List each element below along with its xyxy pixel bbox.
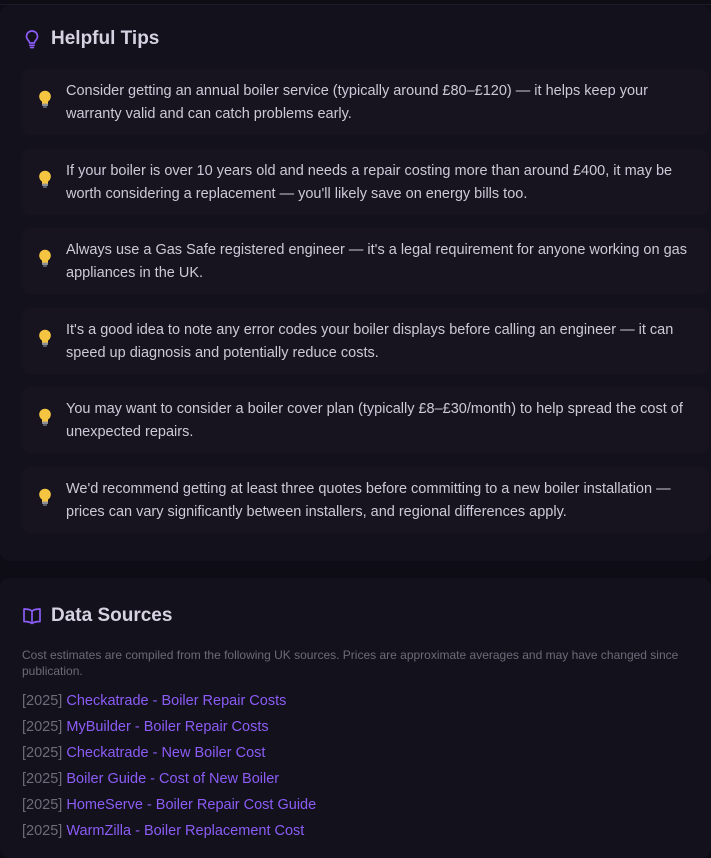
lightbulb-icon: [37, 407, 53, 427]
source-year: [2025]: [22, 693, 63, 709]
source-link-homeserve[interactable]: HomeServe - Boiler Repair Cost Guide: [66, 797, 317, 813]
tip-item: [22, 387, 709, 453]
source-year: [2025]: [22, 745, 63, 761]
tip-text: It's a good idea to note any error codes your boiler displays before calling an engineer — it can speed up diagnosis and potentially reduce costs.: [66, 322, 674, 361]
sources-description: Cost estimates are compiled from the following UK sources. Prices are approximate averages and may have changed since publication.: [22, 648, 679, 678]
tip-text: You may want to consider a boiler cover plan (typically £8–£30/month) to help spread the cost of unexpected repairs.: [66, 401, 683, 440]
source-year: [2025]: [22, 823, 63, 839]
data-sources-title: Data Sources: [51, 605, 173, 626]
source-link-checkatrade-new-boiler[interactable]: Checkatrade - New Boiler Cost: [66, 745, 266, 761]
source-item: [22, 692, 286, 710]
tip-text: Always use a Gas Safe registered engineer — it's a legal requirement for anyone working on gas appliances in the UK.: [66, 242, 687, 281]
lightbulb-outline-icon: [22, 29, 42, 49]
source-link-checkatrade-repair[interactable]: Checkatrade - Boiler Repair Costs: [66, 693, 287, 709]
tip-text: Consider getting an annual boiler service (typically around £80–£120) — it helps keep your warranty valid and can catch problems early.: [66, 83, 648, 122]
source-item: [22, 718, 269, 736]
source-link-boiler-guide[interactable]: Boiler Guide - Cost of New Boiler: [66, 771, 280, 787]
source-year: [2025]: [22, 771, 63, 787]
tip-text: If your boiler is over 10 years old and needs a repair costing more than around £400, it may be worth considering a replacement — you'll likely save on energy bills too.: [66, 163, 673, 202]
tip-item: [22, 149, 709, 215]
lightbulb-icon: [37, 169, 53, 189]
tip-item: [22, 467, 709, 533]
data-sources-card: [0, 578, 711, 858]
helpful-tips-title: Helpful Tips: [51, 28, 160, 49]
data-sources-heading: [22, 605, 172, 627]
lightbulb-icon: [37, 89, 53, 109]
tip-item: [22, 228, 709, 294]
open-book-icon: [22, 606, 42, 626]
lightbulb-icon: [37, 487, 53, 507]
source-item: [22, 770, 279, 788]
lightbulb-icon: [37, 328, 53, 348]
source-year: [2025]: [22, 797, 63, 813]
helpful-tips-card: [0, 5, 711, 561]
tip-item: [22, 69, 709, 135]
source-item: [22, 796, 316, 814]
source-year: [2025]: [22, 719, 63, 735]
tip-item: [22, 308, 709, 374]
source-link-mybuilder-repair[interactable]: MyBuilder - Boiler Repair Costs: [66, 719, 269, 735]
source-link-warmzilla[interactable]: WarmZilla - Boiler Replacement Cost: [66, 823, 305, 839]
helpful-tips-heading: [22, 28, 159, 50]
source-item: [22, 744, 265, 762]
source-item: [22, 822, 304, 840]
tip-text: We'd recommend getting at least three quotes before committing to a new boiler installation — prices can vary significantly between installers, and regional differences apply.: [66, 481, 671, 520]
lightbulb-icon: [37, 248, 53, 268]
